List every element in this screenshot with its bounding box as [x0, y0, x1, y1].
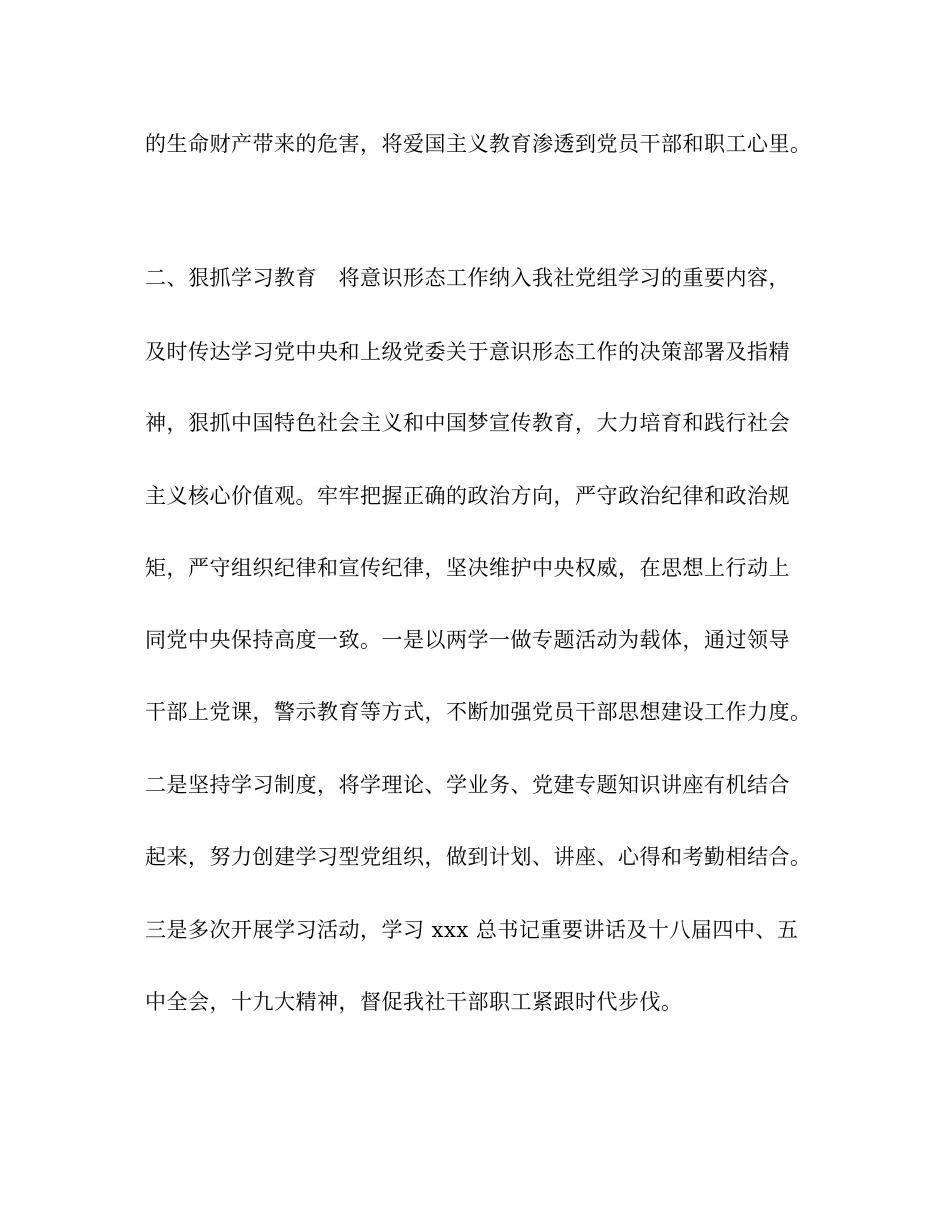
text-line: 神，狠抓中国特色社会主义和中国梦宣传教育，大力培育和践行社会 [145, 411, 790, 435]
text-line: 二、狠抓学习教育 将意识形态工作纳入我社党组学习的重要内容， [145, 266, 790, 290]
text-line: 及时传达学习党中央和上级党委关于意识形态工作的决策部署及指精 [145, 340, 790, 364]
text-line: 二是坚持学习制度，将学理论、学业务、党建专题知识讲座有机结合 [145, 773, 790, 797]
text-line: 主义核心价值观。牢牢把握正确的政治方向，严守政治纪律和政治规 [145, 484, 790, 508]
text-line: 中全会，十九大精神，督促我社干部职工紧跟时代步伐。 [145, 990, 683, 1014]
text-line: 干部上党课，警示教育等方式，不断加强党员干部思想建设工作力度。 [145, 700, 812, 724]
text-line: 矩，严守组织纪律和宣传纪律，坚决维护中央权威，在思想上行动上 [145, 556, 790, 580]
text-line: 的生命财产带来的危害，将爱国主义教育渗透到党员干部和职工心里。 [145, 132, 812, 156]
text-line: 起来，努力创建学习型党组织，做到计划、讲座、心得和考勤相结合。 [145, 845, 812, 869]
text-line: 同党中央保持高度一致。一是以两学一做专题活动为载体，通过领导 [145, 628, 790, 652]
text-line: 三是多次开展学习活动，学习 xxx 总书记重要讲话及十八届四中、五 [145, 918, 799, 942]
